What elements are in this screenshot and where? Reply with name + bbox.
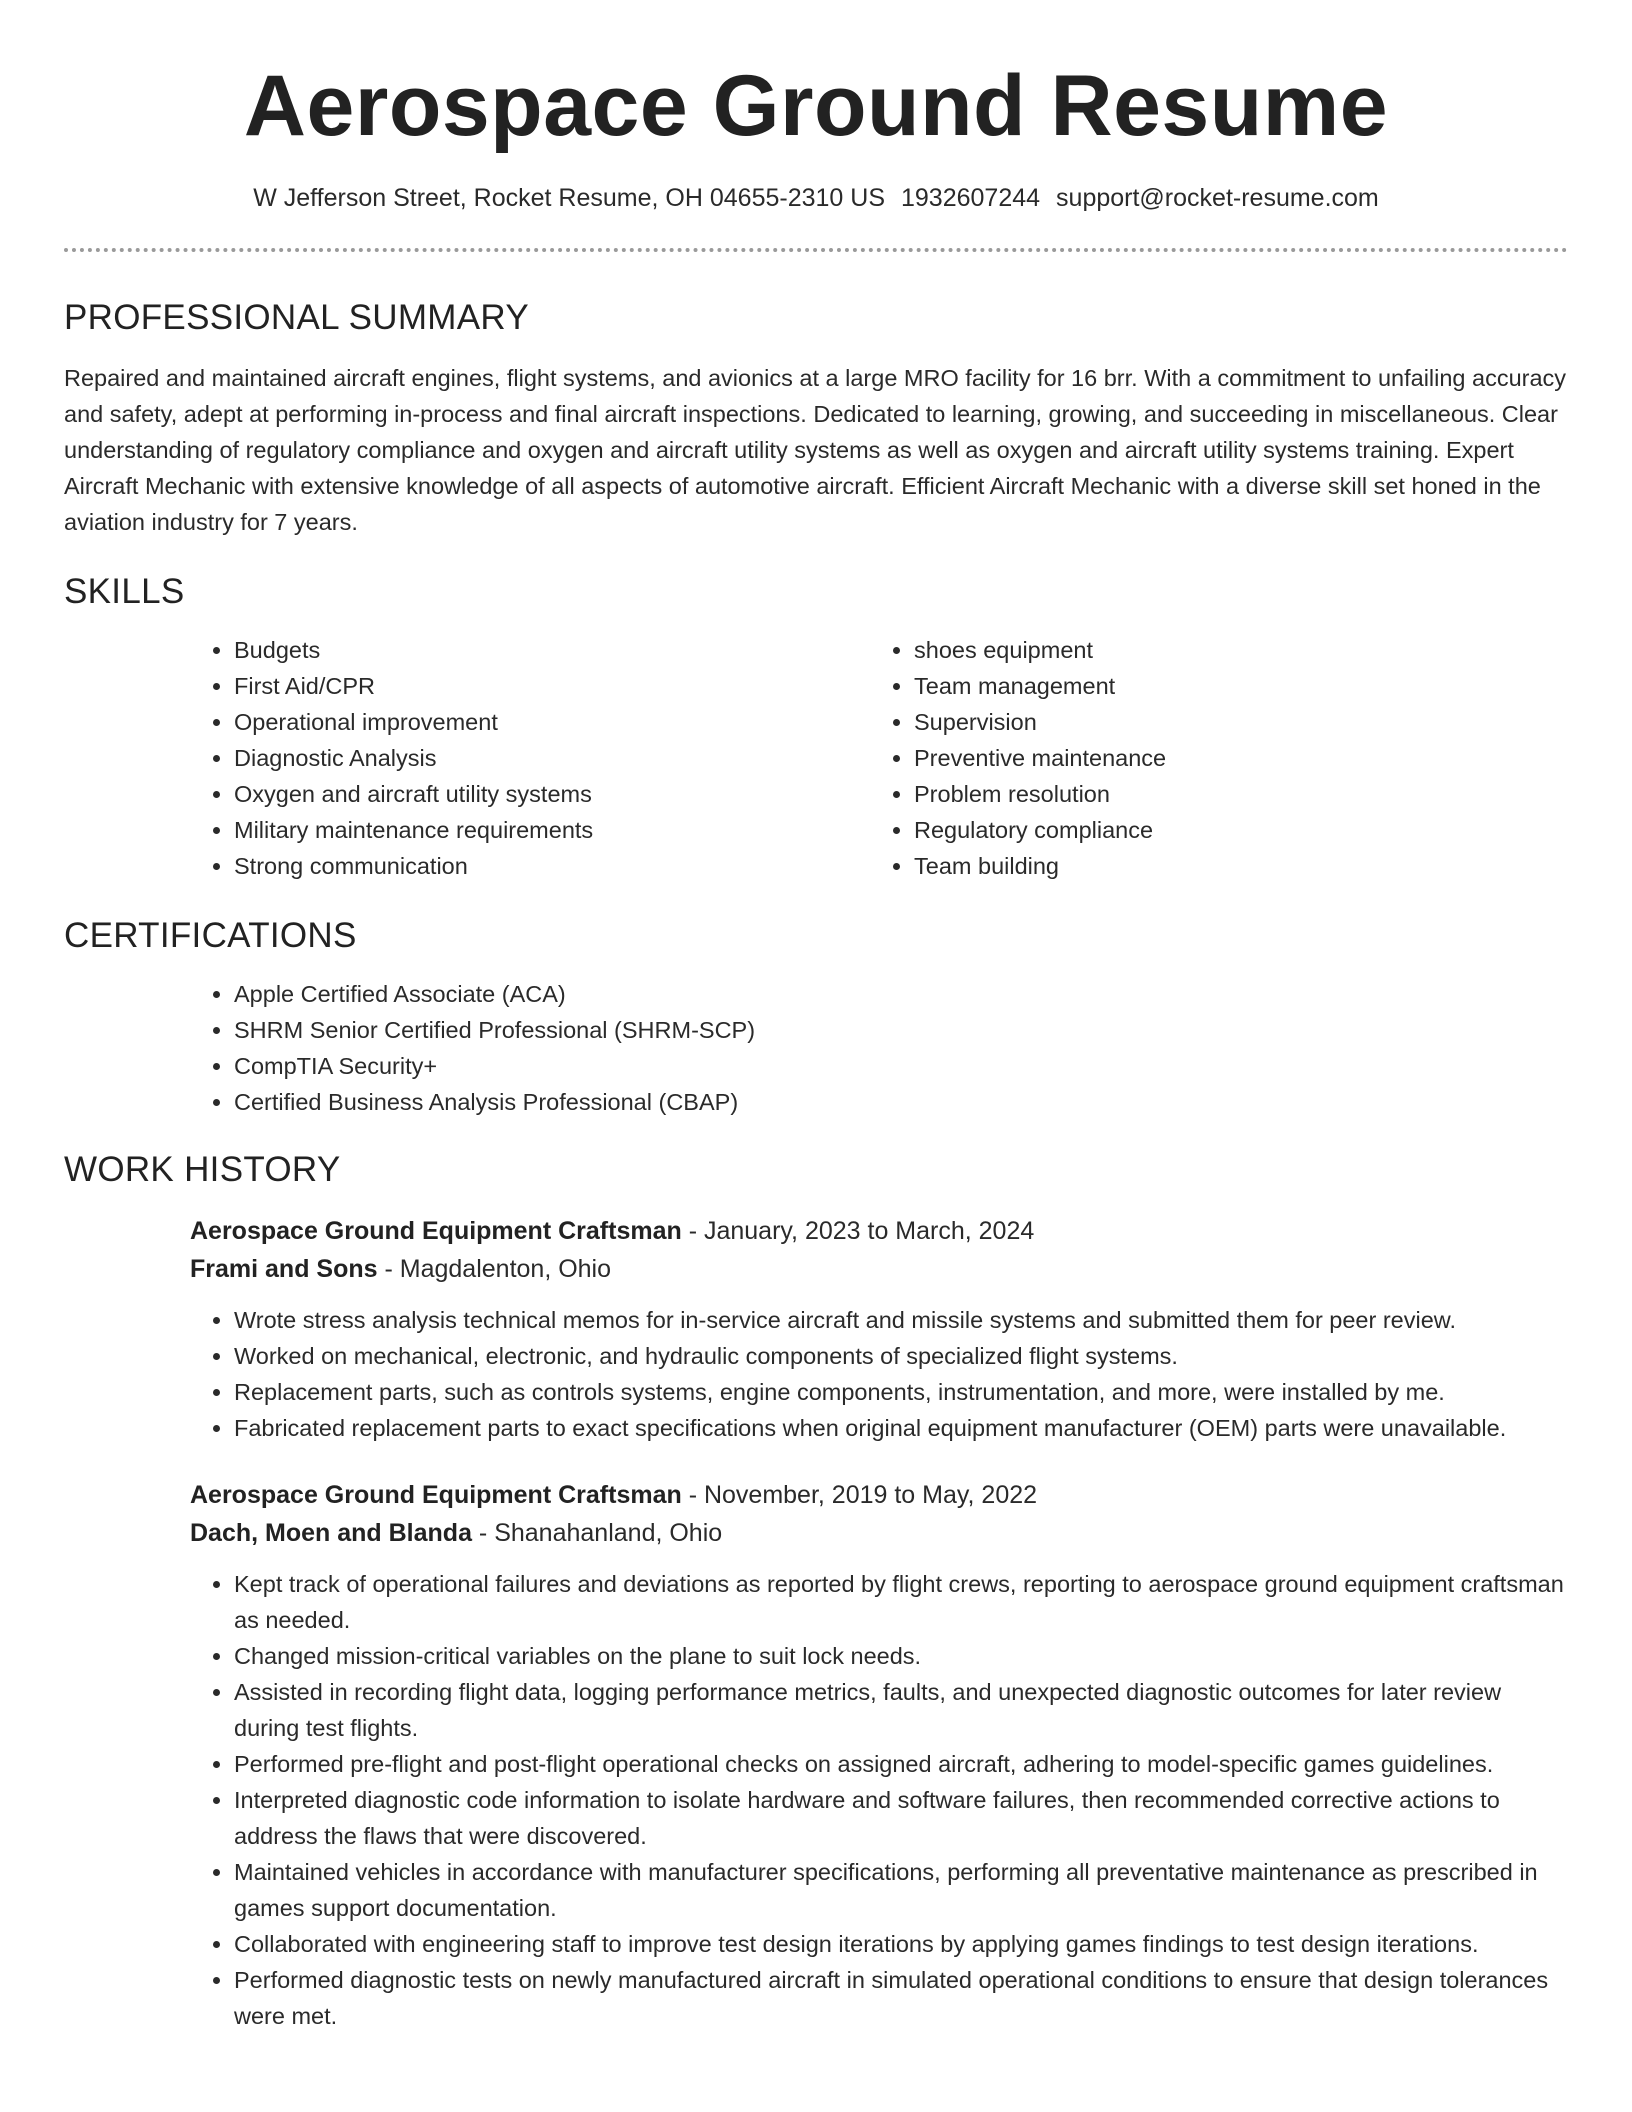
- skill-item: • Team management: [914, 668, 1550, 704]
- job-bullet: • Changed mission-critical variables on the plane to suit lock needs.: [234, 1638, 1568, 1674]
- summary-title: PROFESSIONAL SUMMARY: [64, 298, 529, 337]
- job-bullet: • Collaborated with engineering staff to improve test design iterations by applying games findings to test design iterations.: [234, 1926, 1568, 1962]
- skills-column-right: [870, 632, 1550, 884]
- job-bullet: • Kept track of operational failures and deviations as reported by flight crews, reporting to aerospace ground equipment craftsman as needed.: [234, 1566, 1568, 1638]
- skill-item: • Problem resolution: [914, 776, 1550, 812]
- job-bullet: • Replacement parts, such as controls systems, engine components, instrumentation, and more, were installed by me.: [234, 1374, 1568, 1410]
- job-dates: - January, 2023 to March, 2024: [681, 1217, 1035, 1245]
- job-bullet: • Assisted in recording flight data, logging performance metrics, faults, and unexpected diagnostic outcomes for later review during test flights.: [234, 1674, 1568, 1746]
- skills-title: SKILLS: [64, 572, 185, 611]
- job-company-line: [190, 1250, 1568, 1288]
- job-bullet: • Maintained vehicles in accordance with manufacturer specifications, performing all preventative maintenance as prescribed in games support documentation.: [234, 1854, 1568, 1926]
- job-bullet: • Worked on mechanical, electronic, and hydraulic components of specialized flight systems.: [234, 1338, 1568, 1374]
- job-bullet: • Performed diagnostic tests on newly manufactured aircraft in simulated operational conditions to ensure that design tolerances were met.: [234, 1962, 1568, 2034]
- skill-item: • Supervision: [914, 704, 1550, 740]
- summary-text: Repaired and maintained aircraft engines, flight systems, and avionics at a large MRO facility for 16 brr. With a commitment to unfailing accuracy and safety, adept at performing in-process and final aircraft inspections. Dedicated to learning, growing, and succeeding in miscellaneous. Clear understanding of regulatory compliance and oxygen and aircraft utility systems as well as oxygen and aircraft utility systems training. Expert Aircraft Mechanic with extensive knowledge of all aspects of automotive aircraft. Efficient Aircraft Mechanic with a diverse skill set honed in the aviation industry for 7 years.: [64, 365, 1567, 535]
- job-role: Aerospace Ground Equipment Craftsman: [190, 1481, 682, 1509]
- job-bullet: • Interpreted diagnostic code information to isolate hardware and software failures, then recommended corrective actions to address the flaws that were discovered.: [234, 1782, 1568, 1854]
- contact-email[interactable]: support@rocket-resume.com: [1056, 184, 1379, 212]
- job-bullet: • Fabricated replacement parts to exact specifications when original equipment manufacturer (OEM) parts were unavailable.: [234, 1410, 1568, 1446]
- contact-phone: 1932607244: [901, 184, 1041, 212]
- job-bullet: • Wrote stress analysis technical memos for in-service aircraft and missile systems and submitted them for peer review.: [234, 1302, 1568, 1338]
- skill-item: • Regulatory compliance: [914, 812, 1550, 848]
- certifications-title: CERTIFICATIONS: [64, 916, 357, 955]
- skill-item: • shoes equipment: [914, 632, 1550, 668]
- skill-item: • Budgets: [234, 632, 870, 668]
- contact-line: [64, 182, 1568, 214]
- summary-section: [64, 298, 1568, 540]
- job-dates: - November, 2019 to May, 2022: [681, 1481, 1038, 1509]
- resume-page: [64, 0, 1568, 2034]
- job-entry: [190, 1212, 1568, 1446]
- skills-section: [64, 572, 1568, 884]
- certifications-list: [190, 976, 1568, 1120]
- skill-item: • Strong communication: [234, 848, 870, 884]
- skill-item: • Preventive maintenance: [914, 740, 1550, 776]
- job-location: - Shanahanland, Ohio: [471, 1519, 723, 1547]
- job-location: - Magdalenton, Ohio: [377, 1255, 612, 1283]
- job-bullets: [190, 1566, 1568, 2034]
- job-bullet: • Performed pre-flight and post-flight operational checks on assigned aircraft, adhering to model-specific games guidelines.: [234, 1746, 1568, 1782]
- skill-item: • Diagnostic Analysis: [234, 740, 870, 776]
- resume-name: Aerospace Ground Resume: [243, 58, 1389, 154]
- skill-item: • Operational improvement: [234, 704, 870, 740]
- certifications-section: [64, 916, 1568, 1120]
- contact-address: W Jefferson Street, Rocket Resume, OH 04655-2310 US: [253, 184, 885, 212]
- job-title-line: [190, 1212, 1568, 1250]
- skill-item: • First Aid/CPR: [234, 668, 870, 704]
- job-role: Aerospace Ground Equipment Craftsman: [190, 1217, 682, 1245]
- job-title-line: [190, 1476, 1568, 1514]
- job-company: Dach, Moen and Blanda: [190, 1519, 472, 1547]
- certification-item: • Certified Business Analysis Professional (CBAP): [234, 1084, 1568, 1120]
- certification-item: • Apple Certified Associate (ACA): [234, 976, 1568, 1012]
- skill-item: • Military maintenance requirements: [234, 812, 870, 848]
- skill-item: • Team building: [914, 848, 1550, 884]
- job-bullets: [190, 1302, 1568, 1446]
- work-history-section: [64, 1150, 1568, 2034]
- skills-grid: [190, 632, 1568, 884]
- skill-item: • Oxygen and aircraft utility systems: [234, 776, 870, 812]
- job-entry: [190, 1476, 1568, 2034]
- skills-column-left: [190, 632, 870, 884]
- header-divider: [64, 248, 1568, 252]
- job-company-line: [190, 1514, 1568, 1552]
- certification-item: • CompTIA Security+: [234, 1048, 1568, 1084]
- certification-item: • SHRM Senior Certified Professional (SHRM-SCP): [234, 1012, 1568, 1048]
- job-company: Frami and Sons: [190, 1255, 378, 1283]
- work-history-title: WORK HISTORY: [64, 1150, 341, 1189]
